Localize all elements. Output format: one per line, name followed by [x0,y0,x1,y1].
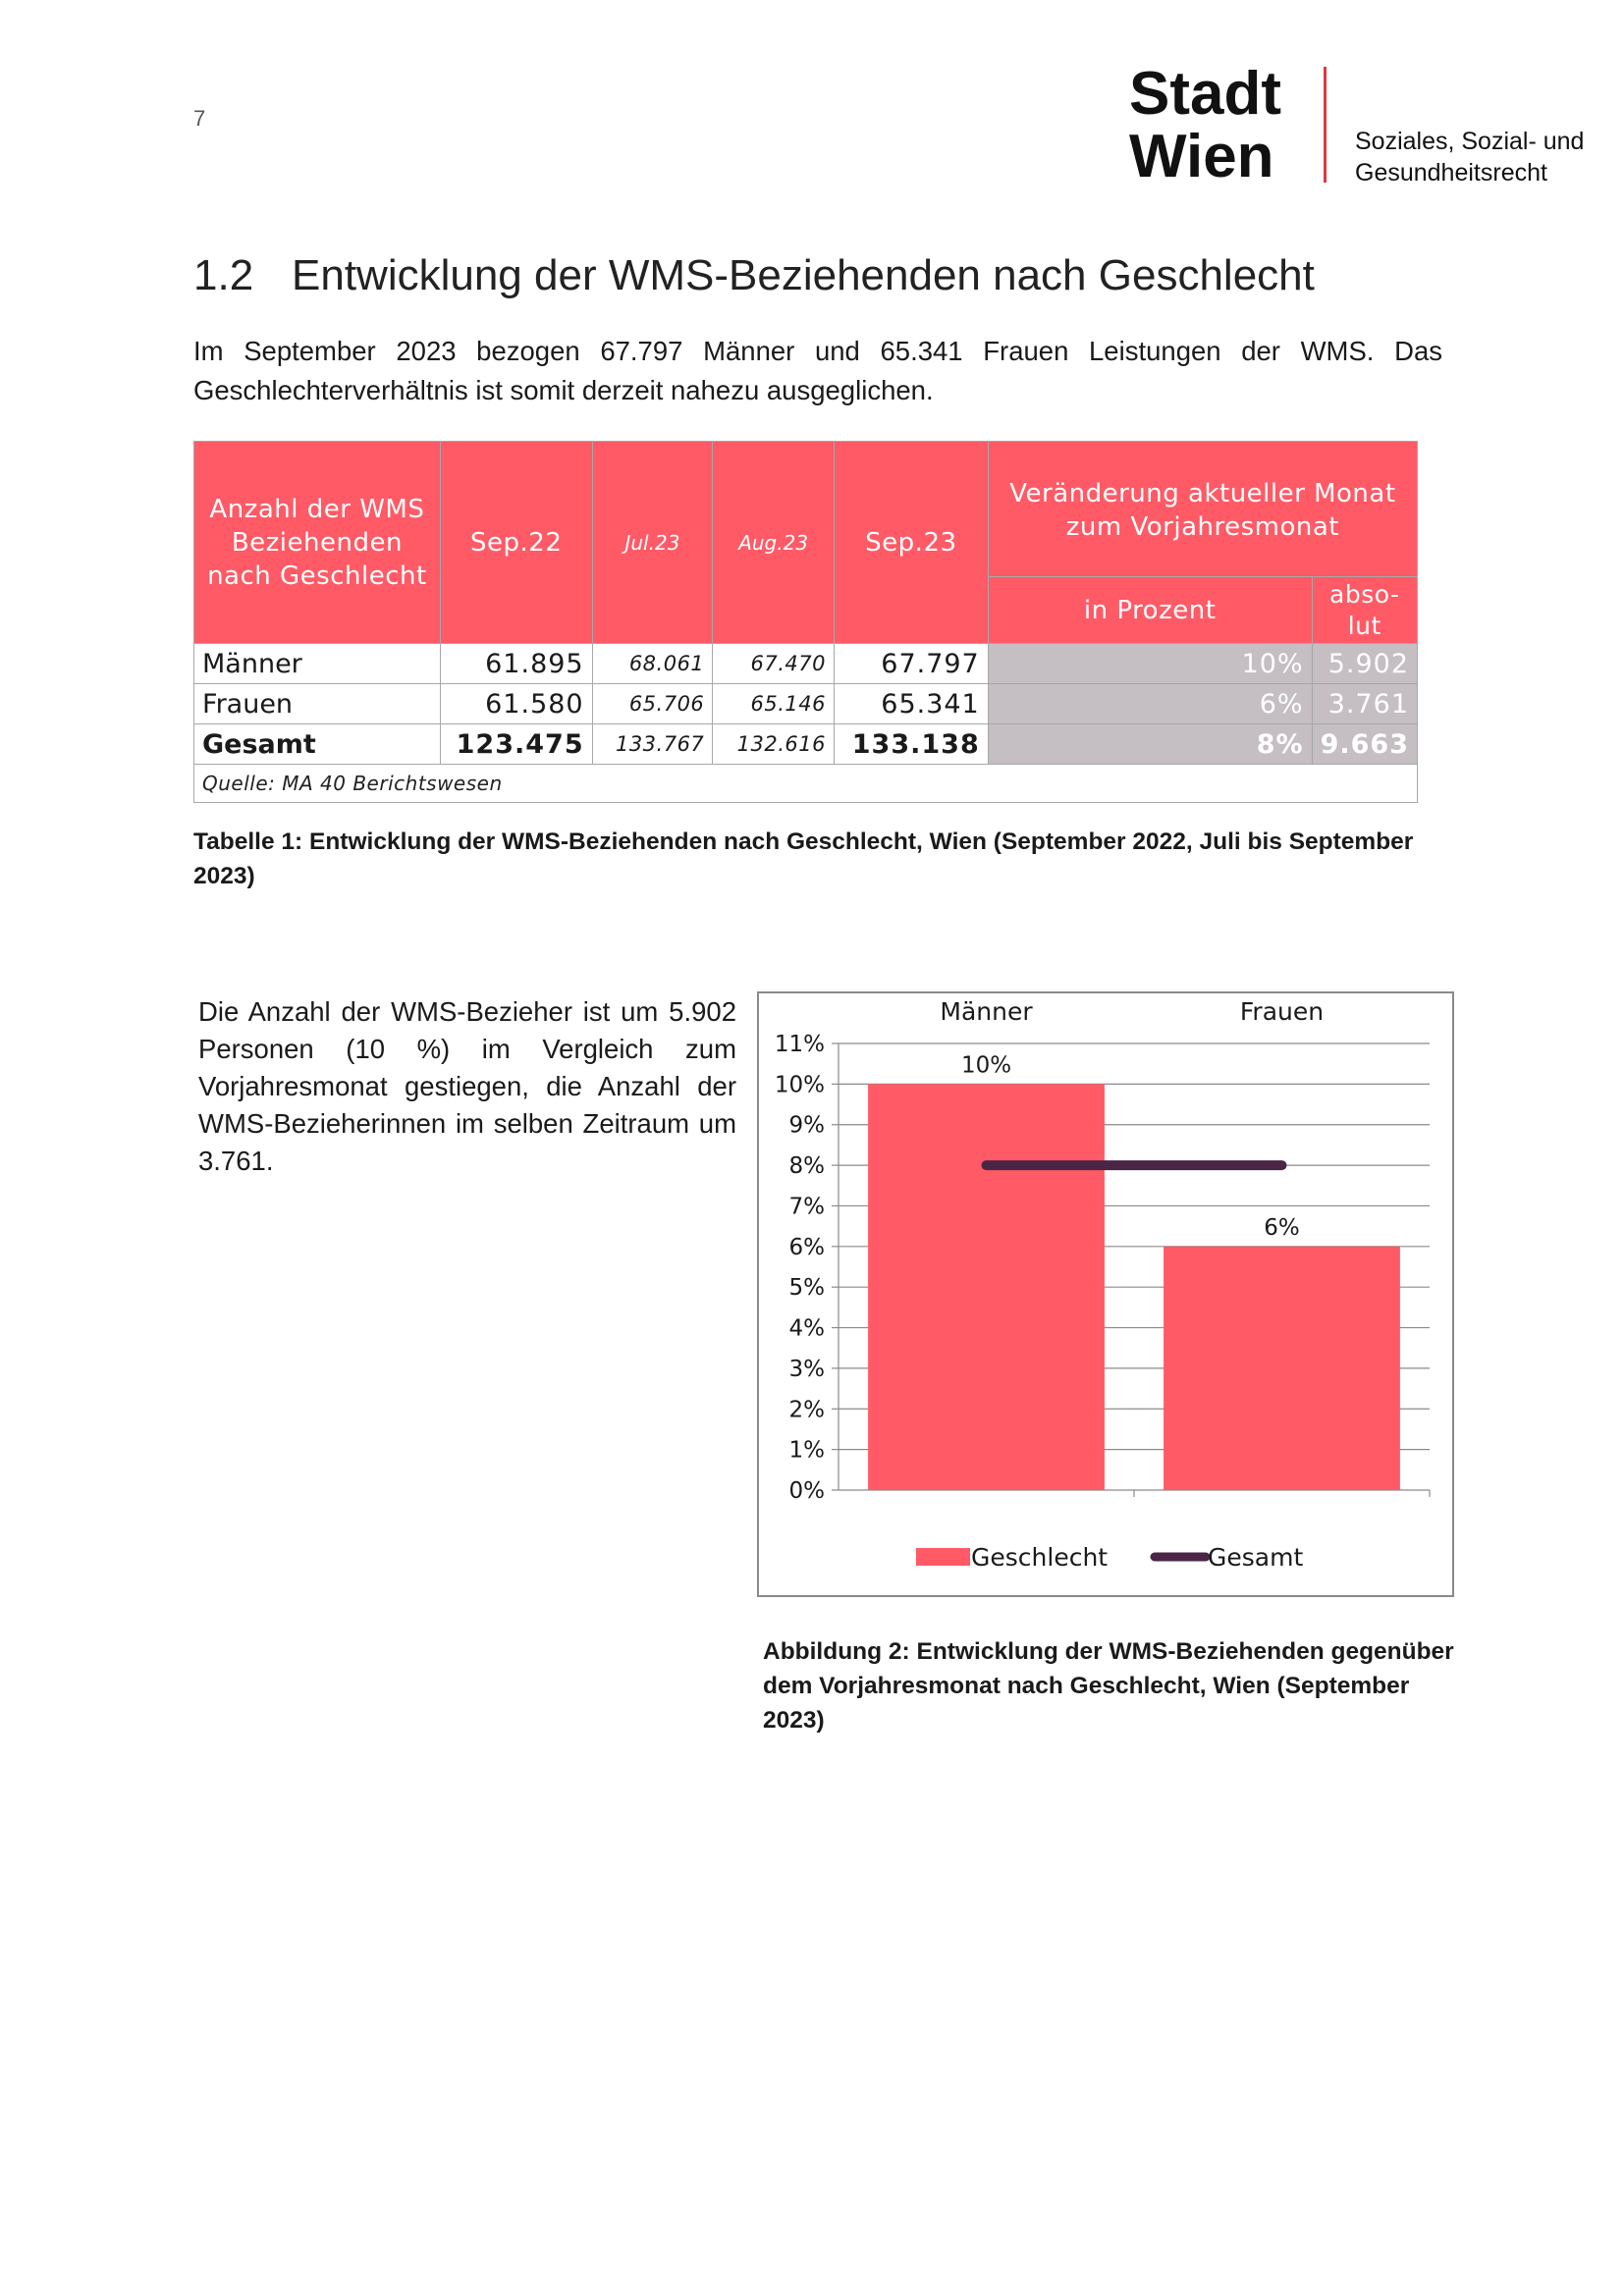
cell-jul23: 68.061 [592,644,713,684]
row-label: Frauen [194,684,441,724]
category-label: Frauen [1239,997,1325,1026]
bar-chart [759,993,1452,1595]
cell-change-percent: 8% [988,724,1312,765]
col-header-sep23: Sep.23 [834,442,988,644]
y-tick-label: 5% [788,1275,825,1302]
page-number: 7 [193,106,206,131]
cell-change-absolute: 9.663 [1312,724,1417,765]
department-line-2: Gesundheitsrecht [1355,159,1547,187]
table-row [194,644,1418,684]
y-tick-label: 9% [788,1112,825,1139]
y-tick-label: 1% [788,1437,825,1464]
y-tick-label: 10% [774,1072,825,1098]
chart-frame [757,991,1454,1597]
category-label: Männer [940,997,1033,1026]
table-row-total [194,724,1418,765]
change-header: Veränderung aktueller Monat zum Vorjahresmonat [988,442,1417,577]
y-tick-label: 11% [774,1032,825,1057]
col-header-aug23: Aug.23 [713,442,835,644]
y-tick-label: 2% [788,1397,825,1423]
department-name [1355,126,1584,188]
section-title: Entwicklung der WMS-Beziehenden nach Geschlecht [292,251,1315,299]
cell-change-percent: 10% [988,644,1312,684]
y-tick-label: 6% [788,1234,825,1260]
logo-divider [1324,67,1326,183]
y-tick-label: 7% [788,1194,825,1220]
y-tick-label: 0% [788,1478,825,1504]
y-tick-label: 3% [788,1356,825,1382]
legend-label: Gesamt [1208,1543,1304,1572]
row-label: Gesamt [194,724,441,765]
cell-sep23: 65.341 [834,684,988,724]
change-absolute-header: abso-lut [1312,577,1417,644]
table-row [194,684,1418,724]
cell-sep23: 67.797 [834,644,988,684]
wms-table [193,441,1418,803]
cell-sep23: 133.138 [834,724,988,765]
change-percent-header: in Prozent [988,577,1312,644]
cell-change-percent: 6% [988,684,1312,724]
cell-jul23: 65.706 [592,684,713,724]
data-label: 6% [1264,1214,1300,1241]
table-source: Quelle: MA 40 Berichtswesen [194,765,1418,803]
cell-aug23: 67.470 [713,644,835,684]
side-paragraph: Die Anzahl der WMS-Bezieher ist um 5.902 Personen (10 %) im Vergleich zum Vorjahresmonat gestiegen, die Anzahl der WMS-Bezieherinnen im selben Zeitraum um 3.761. [198,996,736,1176]
logo-stadt-text: Stadt [1129,60,1281,128]
col-header-sep22: Sep.22 [440,442,592,644]
cell-sep22: 61.895 [440,644,592,684]
logo-wien-text: Wien [1129,123,1274,190]
department-line-1: Soziales, Sozial- und [1355,128,1585,155]
table-caption: Tabelle 1: Entwicklung der WMS-Beziehenden nach Geschlecht, Wien (September 2022, Juli bis September 2023) [193,828,1414,889]
cell-sep22: 123.475 [440,724,592,765]
table-header-label: Anzahl der WMS Beziehenden nach Geschlecht [194,442,441,644]
bar [1164,1247,1400,1490]
cell-sep22: 61.580 [440,684,592,724]
legend-swatch-bar [916,1548,970,1566]
y-tick-label: 4% [788,1315,825,1342]
cell-jul23: 133.767 [592,724,713,765]
data-label: 10% [960,1052,1012,1079]
row-label: Männer [194,644,441,684]
cell-aug23: 65.146 [713,684,835,724]
cell-aug23: 132.616 [713,724,835,765]
chart-caption: Abbildung 2: Entwicklung der WMS-Beziehenden gegenüber dem Vorjahresmonat nach Geschlecht, Wien (September 2023) [763,1638,1454,1734]
bar [868,1084,1105,1490]
cell-change-absolute: 3.761 [1312,684,1417,724]
intro-paragraph: Im September 2023 bezogen 67.797 Männer und 65.341 Frauen Leistungen der WMS. Das Geschlechterverhältnis ist somit derzeit nahezu ausgeglichen. [193,336,1442,405]
legend-label: Geschlecht [971,1543,1109,1572]
section-number: 1.2 [193,251,254,299]
y-tick-label: 8% [788,1153,825,1180]
cell-change-absolute: 5.902 [1312,644,1417,684]
col-header-jul23: Jul.23 [592,442,713,644]
